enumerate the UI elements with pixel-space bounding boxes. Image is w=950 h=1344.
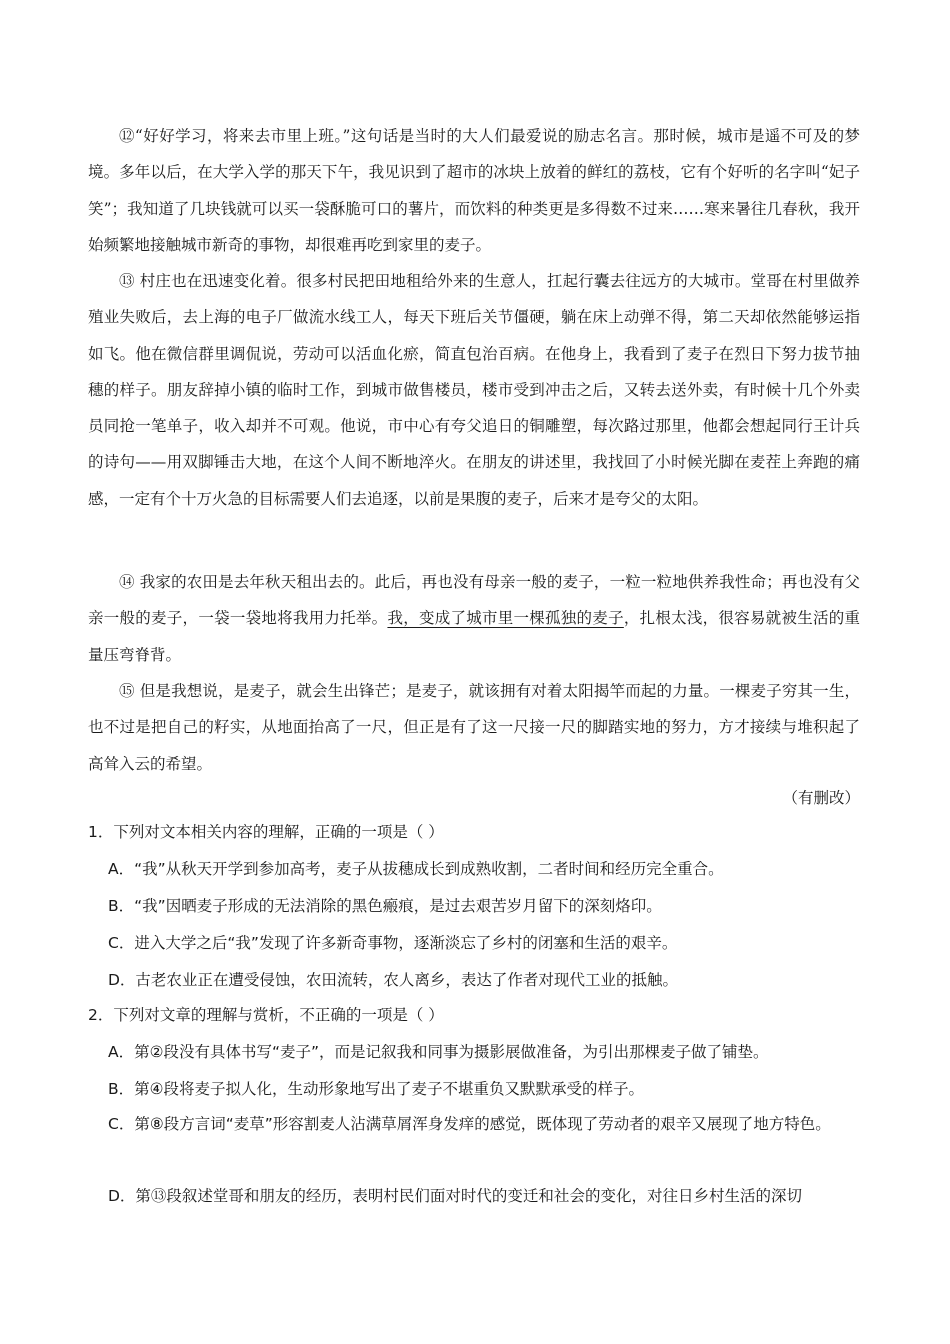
paragraph-13: ⑬ 村庄也在迅速变化着。很多村民把田地租给外来的生意人，扛起行囊去往远方的大城市。堂哥在村里做养殖业失败后，去上海的电子厂做流水线工人，每天下班后关节僵硬，躺在床上动弹不得，第二天却依然能够运指如飞。他在微信群里调侃说，劳动可以活血化瘀，简直包治百病。在他身上，我看到了麦子在烈日下努力拔节抽穗的样子。朋友辞掉小镇的临时工作，到城市做售楼员，楼市受到冲击之后，又转去送外卖，有时候十几个外卖员同抢一笔单子，收入却并不可观。他说，市中心有夸父追日的铜雕塑，每次路过那里，他都会想起同行王计兵的诗句——用双脚锤击大地，在这个人间不断地淬火。在朋友的讲述里，我找回了小时候光脚在麦茬上奔跑的痛感，一定有个十万火急的目标需要人们去追逐，以前是果腹的麦子，后来才是夸父的太阳。: [88, 272, 860, 508]
paragraph-12: ⑫“好好学习，将来去市里上班。”这句话是当时的大人们最爱说的励志名言。那时候，城市是遥不可及的梦境。多年以后，在大学入学的那天下午，我见识到了超市的冰块上放着的鲜红的荔枝，它有个好听的名字叫“妃子笑”；我知道了几块钱就可以买一袋酥脆可口的薯片，而饮料的种类更是多得数不过来……寒来暑往几春秋，我开始频繁地接触城市新奇的事物，却很难再吃到家里的麦子。: [88, 127, 860, 254]
question-1-option-c: C．进入大学之后“我”发现了许多新奇事物，逐渐淡忘了乡村的闭塞和生活的艰辛。: [108, 934, 678, 952]
paragraph-14: [88, 564, 860, 673]
question-1-stem: 1．下列对文本相关内容的理解，正确的一项是（ ）: [88, 823, 444, 841]
question-2-option-c: C．第⑧段方言词“麦草”形容割麦人沾满草屑浑身发痒的感觉，既体现了劳动者的艰辛又展现了地方特色。: [108, 1115, 831, 1133]
question-2-option-d: D．第⑬段叙述堂哥和朋友的经历，表明村民们面对时代的变迁和社会的变化，对往日乡村生活的深切: [108, 1187, 802, 1205]
question-2-option-b: B．第④段将麦子拟人化，生动形象地写出了麦子不堪重负又默默承受的样子。: [108, 1080, 645, 1098]
question-2-option-a: A．第②段没有具体书写“麦子”，而是记叙我和同事为摄影展做准备，为引出那棵麦子做了铺垫。: [108, 1043, 769, 1061]
paragraph-14-start: ⑭ 我家的农田是去年秋天租出去的。此后，再也没有母亲一般的麦子，一粒一粒地供养我性命；再也没有父亲一般的麦子，一袋一袋地将我用力托举。: [88, 573, 860, 628]
paragraph-14-end: ，扎根太浅，很容易就被生活的重量压弯脊背。: [88, 609, 860, 664]
source-note: （有删改）: [782, 789, 860, 807]
question-1-option-b: B．“我”因晒麦子形成的无法消除的黑色瘢痕，是过去艰苦岁月留下的深刻烙印。: [108, 897, 662, 915]
question-1-option-d: D．古老农业正在遭受侵蚀，农田流转，农人离乡，表达了作者对现代工业的抵触。: [108, 971, 678, 989]
paragraph-15: ⑮ 但是我想说，是麦子，就会生出锋芒；是麦子，就该拥有对着太阳揭竿而起的力量。一棵麦子穷其一生，也不过是把自己的籽实，从地面抬高了一尺，但正是有了这一尺接一尺的脚踏实地的努力，方才接续与堆积起了高耸入云的希望。: [88, 682, 860, 773]
question-2-stem: 2．下列对文章的理解与赏析，不正确的一项是（ ）: [88, 1006, 444, 1024]
underlined-sentence: 我，变成了城市里一棵孤独的麦子: [387, 609, 624, 628]
question-1-option-a: A．“我”从秋天开学到参加高考，麦子从拔穗成长到成熟收割，二者时间和经历完全重合。: [108, 860, 724, 878]
